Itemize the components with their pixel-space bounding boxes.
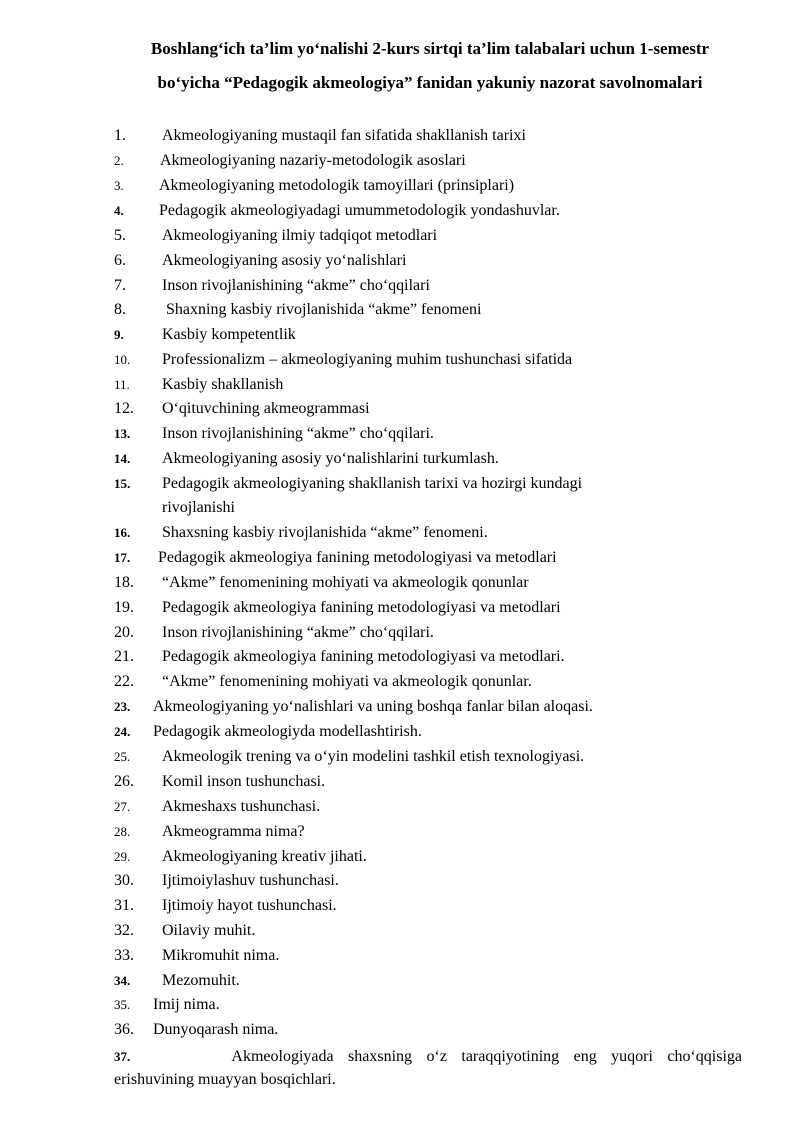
list-item — [0, 448, 800, 470]
question-text: Komil inson tushunchasi. — [162, 773, 326, 790]
list-item — [0, 125, 800, 147]
question-text: O‘qituvchining akmeogrammasi — [162, 400, 370, 417]
question-number: 27. — [114, 799, 131, 814]
question-text: Ijtimoiy hayot tushunchasi. — [162, 897, 337, 914]
list-item — [0, 771, 800, 793]
question-number: 2. — [114, 153, 124, 168]
question-text: Ijtimoiylashuv tushunchasi. — [162, 872, 339, 889]
question-number: 23. — [114, 699, 131, 714]
question-text: Akmeshaxs tushunchasi. — [162, 798, 321, 815]
question-number: 15. — [114, 476, 131, 491]
list-item — [0, 423, 800, 445]
list-item — [0, 646, 800, 668]
list-item — [0, 150, 800, 172]
list-item — [0, 597, 800, 619]
list-item — [0, 920, 800, 942]
list-item — [0, 398, 800, 420]
list-item-continuation — [0, 497, 800, 519]
list-item — [0, 349, 800, 371]
question-text: Pedagogik akmeologiyda modellashtirish. — [153, 723, 422, 740]
question-text: Oilaviy muhit. — [162, 922, 256, 939]
question-text: Mikromuhit nima. — [162, 947, 280, 964]
list-item — [0, 721, 800, 743]
question-number: 1. — [114, 127, 126, 144]
question-number: 21. — [114, 648, 134, 665]
question-text-continuation: erishuvining muayyan bosqichlari. — [114, 1071, 336, 1088]
list-item — [0, 970, 800, 992]
question-number: 5. — [114, 227, 126, 244]
question-number: 36. — [114, 1021, 134, 1038]
question-text: Akmeologiyaning metodologik tamoyillari (prinsiplari) — [159, 177, 515, 194]
question-number: 16. — [114, 525, 131, 540]
question-text: Shaxsning kasbiy rivojlanishida “akme” fenomeni. — [162, 524, 488, 541]
list-item — [0, 870, 800, 892]
question-number: 20. — [114, 624, 134, 641]
list-item — [0, 746, 800, 768]
question-text: Professionalizm – akmeologiyaning muhim tushunchasi sifatida — [162, 351, 573, 368]
list-item — [0, 324, 800, 346]
question-number: 24. — [114, 724, 131, 739]
question-text: Akmeologik trening va o‘yin modelini tashkil etish texnologiyasi. — [162, 748, 585, 765]
question-number: 35. — [114, 997, 131, 1012]
question-number: 28. — [114, 824, 131, 839]
question-number: 32. — [114, 922, 134, 939]
question-text: Akmeogramma nima? — [162, 823, 305, 840]
list-item — [0, 796, 800, 818]
question-justified-line — [114, 1044, 742, 1069]
list-item — [0, 374, 800, 396]
question-number: 31. — [114, 897, 134, 914]
question-number: 29. — [114, 849, 131, 864]
question-number: 10. — [114, 352, 131, 367]
question-text: Akmeologiyaning kreativ jihati. — [162, 848, 367, 865]
list-item — [0, 821, 800, 843]
question-text: Inson rivojlanishining “akme” cho‘qqilari. — [162, 425, 434, 442]
question-text: Akmeologiyaning asosiy yo‘nalishlari — [162, 252, 407, 269]
list-item — [0, 895, 800, 917]
list-item — [0, 250, 800, 272]
list-item — [0, 225, 800, 247]
question-number: 19. — [114, 599, 134, 616]
list-item — [0, 671, 800, 693]
question-text: Kasbiy kompetentlik — [162, 326, 296, 343]
question-number: 34. — [114, 973, 131, 988]
list-item — [0, 572, 800, 594]
question-text: Mezomuhit. — [162, 972, 240, 989]
list-item — [0, 175, 800, 197]
question-text: Pedagogik akmeologiya fanining metodologiyasi va metodlari. — [162, 648, 565, 665]
question-number: 18. — [114, 574, 134, 591]
question-text: “Akme” fenomenining mohiyati va akmeologik qonunlar. — [162, 673, 532, 690]
list-item — [0, 696, 800, 718]
question-text: Kasbiy shakllanish — [162, 376, 284, 393]
question-text: Akmeologiyaning asosiy yo‘nalishlarini turkumlash. — [162, 450, 499, 467]
question-number: 12. — [114, 400, 134, 417]
question-text-continuation: rivojlanishi — [162, 499, 235, 516]
question-number: 25. — [114, 749, 131, 764]
list-item — [0, 1019, 800, 1041]
question-number: 6. — [114, 252, 126, 269]
question-text: Pedagogik akmeologiya fanining metodologiyasi va metodlari — [162, 599, 561, 616]
list-item — [0, 945, 800, 967]
question-text: Imij nima. — [153, 996, 220, 1013]
question-text: Pedagogik akmeologiya fanining metodologiyasi va metodlari — [158, 549, 557, 566]
question-text: Pedagogik akmeologiyaning shakllanish tarixi va hozirgi kundagi — [162, 475, 583, 492]
list-item — [0, 473, 800, 495]
question-number: 9. — [114, 327, 124, 342]
question-number: 3. — [114, 178, 124, 193]
question-text: Inson rivojlanishining “akme” cho‘qqilari. — [162, 624, 434, 641]
list-item — [0, 547, 800, 569]
list-item — [0, 622, 800, 644]
list-item — [0, 275, 800, 297]
question-text: Shaxning kasbiy rivojlanishida “akme” fenomeni — [162, 301, 482, 318]
question-number: 30. — [114, 872, 134, 889]
question-text: Akmeologiyaning nazariy-metodologik asoslari — [160, 152, 466, 169]
question-text: Inson rivojlanishining “akme” cho‘qqilari — [162, 277, 430, 294]
list-item — [0, 200, 800, 222]
list-item — [0, 1044, 800, 1066]
list-item — [0, 994, 800, 1016]
document-title-line-2: bo‘yicha “Pedagogik akmeologiya” fanidan yakuniy nazorat savolnomalari — [157, 73, 703, 92]
question-number: 37. — [114, 1049, 131, 1064]
question-text: Akmeologiyaning yo‘nalishlari va uning boshqa fanlar bilan aloqasi. — [153, 698, 593, 715]
list-item — [0, 846, 800, 868]
list-item — [0, 522, 800, 544]
question-number: 33. — [114, 947, 134, 964]
question-number: 11. — [114, 377, 130, 392]
question-number: 14. — [114, 451, 131, 466]
list-item — [0, 299, 800, 321]
question-text: Akmeologiyada shaxsning o‘z taraqqiyotining eng yuqori cho‘qqisiga — [231, 1048, 743, 1065]
list-item-continuation — [0, 1069, 800, 1091]
question-number: 8. — [114, 301, 126, 318]
document-title-line-1: Boshlang‘ich ta’lim yo‘nalishi 2-kurs sirtqi ta’lim talabalari uchun 1-semestr — [150, 39, 710, 58]
question-number: 4. — [114, 203, 124, 218]
question-text: “Akme” fenomenining mohiyati va akmeologik qonunlar — [162, 574, 529, 591]
question-text: Akmeologiyaning mustaqil fan sifatida shakllanish tarixi — [162, 127, 526, 144]
question-number: 17. — [114, 550, 131, 565]
question-text: Akmeologiyaning ilmiy tadqiqot metodlari — [162, 227, 438, 244]
question-number: 7. — [114, 277, 126, 294]
question-text: Pedagogik akmeologiyadagi umummetodologik yondashuvlar. — [159, 202, 560, 219]
question-number: 22. — [114, 673, 134, 690]
question-number: 13. — [114, 426, 131, 441]
question-number: 26. — [114, 773, 134, 790]
question-text: Dunyoqarash nima. — [153, 1021, 279, 1038]
